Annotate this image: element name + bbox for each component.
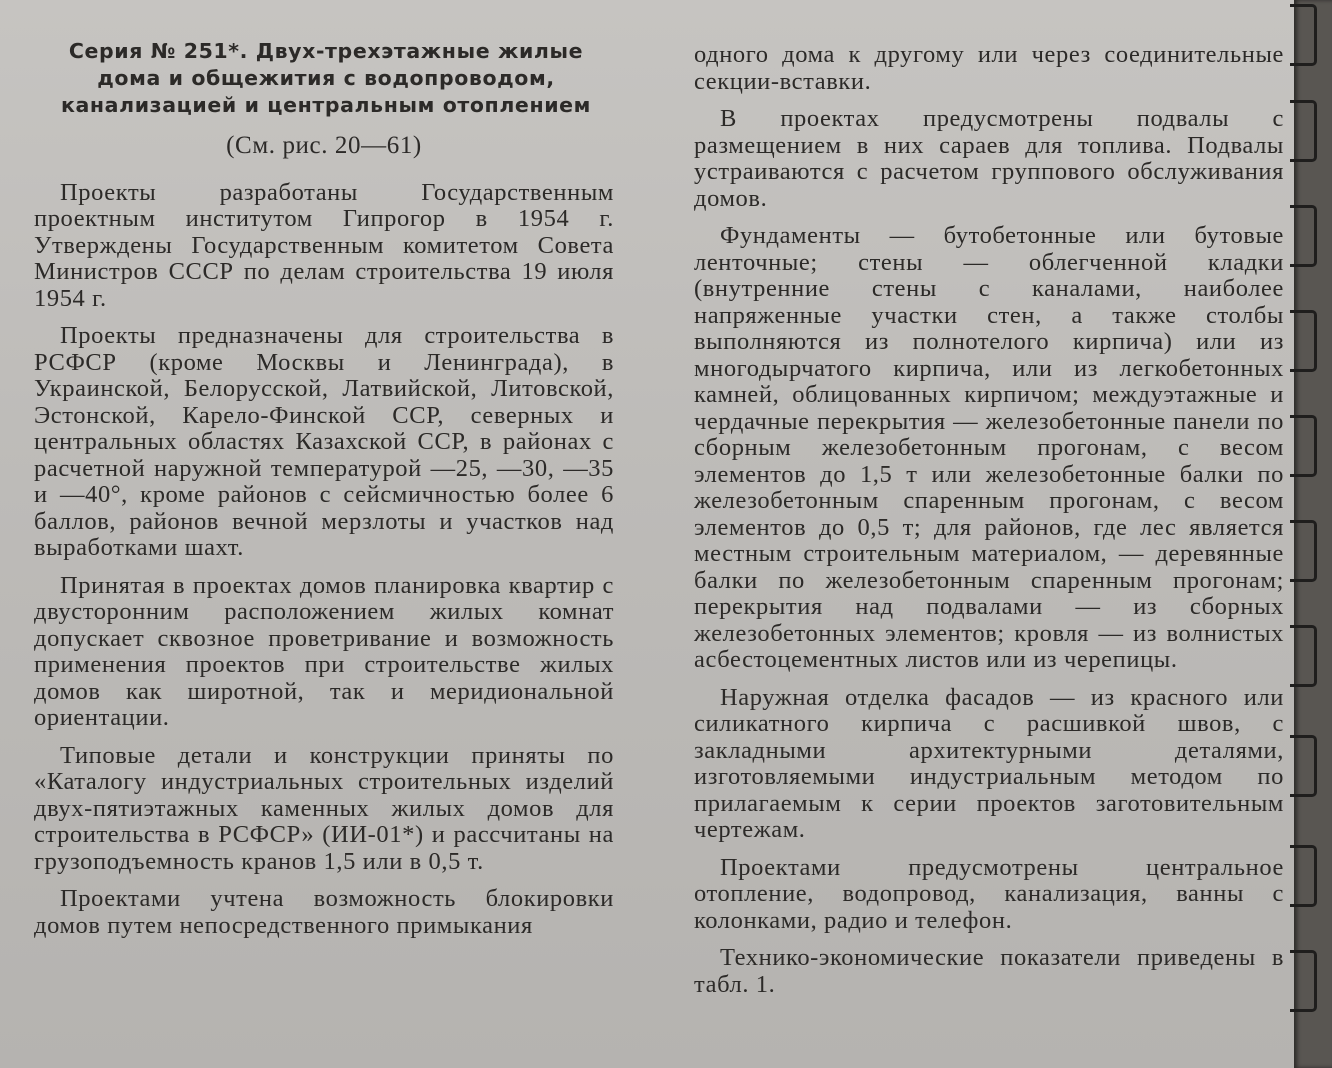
- right-column: [694, 0, 1284, 1009]
- paragraph-facade-finish: Наружная отделка фасадов — из красного или силикатного кирпича с расшивкой швов, с закладными архитектурными деталями, изготовляемыми индустриальным методом по прилагаемым к серии проектов заготовительным чертежам.: [694, 683, 1284, 843]
- paragraph-utilities: Проектами предусмотрены центральное отопление, водопровод, канализация, ванны с колонками, радио и телефон.: [694, 853, 1284, 934]
- paragraph-application-regions: Проекты предназначены для строительства в РСФСР (кроме Москвы и Ленинграда), в Украинской, Белорусской, Латвийской, Литовской, Эстонской, Карело-Финской ССР, северных и центральных областях Казахской ССР, в районах с расчетной наружной температурой —25, —30, —35 и —40°, кроме районов с сейсмичностью более 6 баллов, районов вечной мерзлоты и участков над выработками шахт.: [34, 322, 614, 561]
- paragraph-typical-details: Типовые детали и конструкции приняты по «Каталогу индустриальных строительных изделий двух-пятиэтажных каменных жилых домов для строительства в РСФСР» (ИИ-01*) и рассчитаны на грузоподъемность кранов 1,5 или в 0,5 т.: [34, 741, 614, 875]
- paragraph-indicators: Технико-экономические показатели приведены в табл. 1.: [694, 944, 1284, 998]
- binding-ring: [1290, 310, 1317, 372]
- binding-ring: [1290, 625, 1317, 687]
- binding-ring: [1290, 205, 1317, 267]
- binding-ring: [1290, 4, 1317, 66]
- paragraph-connection-continuation: одного дома к другому или через соединительные секции-вставки.: [694, 41, 1284, 95]
- binding-ring: [1290, 735, 1317, 797]
- figure-reference: (См. рис. 20—61): [226, 132, 422, 159]
- binding-ring: [1290, 950, 1317, 1012]
- paragraph-developer: Проекты разработаны Государственным проектным институтом Гипрогор в 1954 г. Утверждены Государственным комитетом Совета Министров СССР по делам строительства 19 июля 1954 г.: [34, 178, 614, 312]
- paragraph-blocking: Проектами учтена возможность блокировки домов путем непосредственного примыкания: [34, 885, 614, 939]
- binding-ring: [1290, 100, 1317, 162]
- paragraph-planning: Принятая в проектах домов планировка квартир с двусторонним расположением жилых комнат допускает сквозное проветривание и возможность применения проектов при строительстве жилых домов как широтной, так и меридиональной ориентации.: [34, 571, 614, 731]
- left-column: [34, 0, 614, 950]
- binding-ring: [1290, 520, 1317, 582]
- binding-ring: [1290, 845, 1317, 907]
- series-heading: Серия № 251*. Двух-трехэтажные жилые дома и общежития с водопроводом, канализацией и центральным отоплением: [60, 39, 592, 117]
- paragraph-basements: В проектах предусмотрены подвалы с размещением в них сараев для топлива. Подвалы устраиваются с расчетом группового обслуживания домов.: [694, 105, 1284, 212]
- binding-ring: [1290, 415, 1317, 477]
- paragraph-construction: Фундаменты — бутобетонные или бутовые ленточные; стены — облегченной кладки (внутренние стены с каналами, наиболее напряженные участки стен, а также столбы выполняются из полнотелого кирпича) или из многодырчатого кирпича, или из легкобетонных камней, облицованных кирпичом; междуэтажные и чердачные перекрытия — железобетонные панели по сборным железобетонным прогонам, с весом элементов до 1,5 т или железобетонные балки по железобетонным спаренным прогонам, с весом элементов до 0,5 т; для районов, где лес является местным строительным материалом, — деревянные балки по железобетонным спаренным прогонам; перекрытия над подвалами — из сборных железобетонных элементов; кровля — из волнистых асбестоцементных листов или из черепицы.: [694, 222, 1284, 673]
